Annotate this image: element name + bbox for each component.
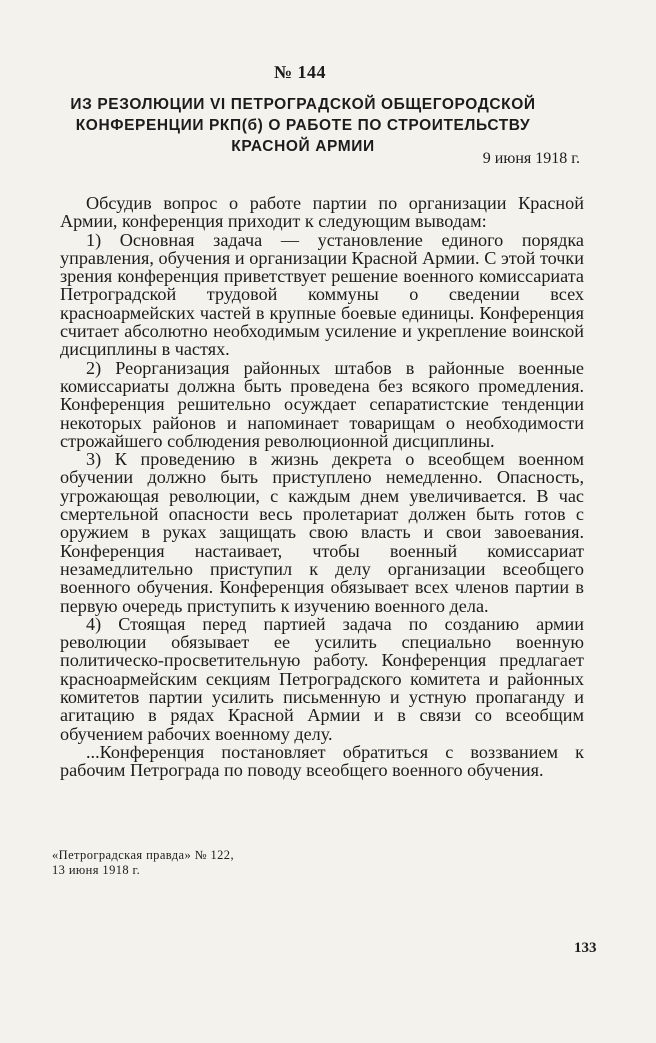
paragraph-point-1: 1) Основная задача — установление единого порядка управления, обучения и организации Красной Армии. С этой точки зрения конференция приветствует решение военного комиссариата Петроградской трудовой коммуны о сведении всех красноармейских частей в крупные боевые единицы. Конференция считает абсолютно необходимым усиление и укрепление воинской дисциплины в частях. <box>60 229 584 360</box>
paragraph-intro: Обсудив вопрос о работе партии по организации Красной Армии, конференция приходит к следующим выводам: <box>60 193 584 232</box>
document-date: 9 июня 1918 г. <box>482 150 580 167</box>
paragraph-point-4: 4) Стоящая перед партией задача по созданию армии революции обязывает ее усилить специально военную политическо-просветительную работу. Конференция предлагает красноармейским секциям Петроградского комитета и районных комитетов партии усилить письменную и устную пропаганду и агитацию в рядах Красной Армии и в связи со всеобщим обучением рабочих военному делу. <box>60 613 584 744</box>
title-line: ИЗ РЕЗОЛЮЦИИ VI ПЕТРОГРАДСКОЙ ОБЩЕГОРОДСКОЙ <box>70 96 536 113</box>
title-line: КОНФЕРЕНЦИИ РКП(б) О РАБОТЕ ПО СТРОИТЕЛЬСТВУ <box>75 117 531 134</box>
paragraph-conclusion: ...Конференция постановляет обратиться с воззванием к рабочим Петрограда по поводу всеобщего военного обучения. <box>60 741 584 781</box>
document-number: № 144 <box>273 62 327 82</box>
document-body <box>60 194 584 780</box>
title-line: КРАСНОЙ АРМИИ <box>231 138 375 155</box>
document-title <box>58 94 548 157</box>
source-citation <box>52 848 234 878</box>
page-number: 133 <box>574 940 597 956</box>
source-line: 13 июня 1918 г. <box>52 863 141 877</box>
paragraph-point-2: 2) Реорганизация районных штабов в районные военные комиссариаты должна быть проведена без всякого промедления. Конференция решительно осуждает сепаратистские тенденции некоторых районов и напоминает товарищам о необходимости строжайшего соблюдения революционной дисциплины. <box>60 357 584 451</box>
paragraph-point-3: 3) К проведению в жизнь декрета о всеобщем военном обучении должно быть приступлено немедленно. Опасность, угрожающая революции, с каждым днем увеличивается. В час смертельной опасности весь пролетариат должен быть готов с оружием в руках защищать свою власть и свои завоевания. Конференция настаивает, чтобы военный комиссариат незамедлительно приступил к делу организации всеобщего военного обучения. Конференция обязывает всех членов партии в первую очередь приступить к изучению военного дела. <box>60 449 584 616</box>
source-line: «Петроградская правда» № 122, <box>52 848 234 862</box>
